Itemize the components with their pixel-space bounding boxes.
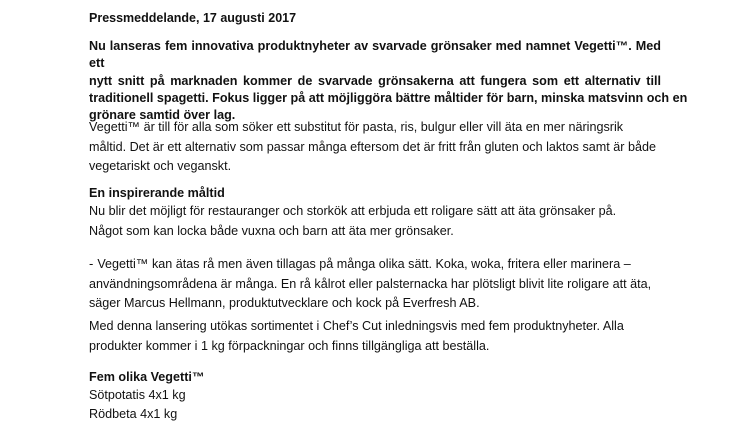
lead-paragraph xyxy=(89,38,688,124)
section-line: Något som kan locka både vuxna och barn att äta mer grönsaker. xyxy=(89,223,454,238)
lead-line: Nu lanseras fem innovativa produktnyheter av svarvade grönsaker med namnet Vegetti™. Med ett xyxy=(89,39,661,71)
lead-line: nytt snitt på marknaden kommer de svarvade grönsakerna att fungera som ett alternativ till xyxy=(89,73,661,88)
quote-line-first xyxy=(89,254,689,275)
intro-line: måltid. Det är ett alternativ som passar många eftersom det är fritt från gluten och laktos samt är både xyxy=(89,139,656,154)
quote-paragraph xyxy=(89,254,689,314)
dateline: Pressmeddelande, 17 augusti 2017 xyxy=(89,11,297,25)
intro-paragraph xyxy=(89,118,689,177)
list-heading: Fem olika Vegetti™ xyxy=(89,370,205,384)
quote-line: Vegetti™ kan ätas rå men även tillagas på många olika sätt. Koka, woka, fritera eller marinera – xyxy=(97,257,631,271)
quote-dash: - xyxy=(89,256,94,271)
quote-line: användningsområdena är många. En rå kålrot eller palsternacka har plötsligt blivit lite roligare att äta, xyxy=(89,276,652,291)
intro-line: vegetariskt och veganskt. xyxy=(89,159,232,174)
section-paragraph xyxy=(89,202,689,241)
lead-line: grönare samtid över lag. xyxy=(89,108,236,123)
quote-line: säger Marcus Hellmann, produktutvecklare och kock på Everfresh AB. xyxy=(89,296,480,311)
intro-line: Vegetti™ är till för alla som söker ett substitut för pasta, ris, bulgur eller vill äta en mer näringsrik xyxy=(89,120,624,134)
launch-line: produkter kommer i 1 kg förpackningar och finns tillgängliga att beställa. xyxy=(89,338,490,353)
lead-line: traditionell spagetti. Fokus ligger på att möjliggöra bättre måltider för barn, minska matsvinn och en xyxy=(89,90,688,105)
list-item: Rödbeta 4x1 kg xyxy=(89,407,178,421)
launch-line: Med denna lansering utökas sortimentet i Chef’s Cut inledningsvis med fem produktnyheter. Alla xyxy=(89,319,624,333)
product-list xyxy=(89,386,186,424)
section-line: Nu blir det möjligt för restauranger och storkök att erbjuda ett roligare sätt att äta grönsaker på. xyxy=(89,204,617,218)
section-heading: En inspirerande måltid xyxy=(89,186,225,200)
launch-paragraph xyxy=(89,317,689,356)
list-item: Sötpotatis 4x1 kg xyxy=(89,388,186,402)
